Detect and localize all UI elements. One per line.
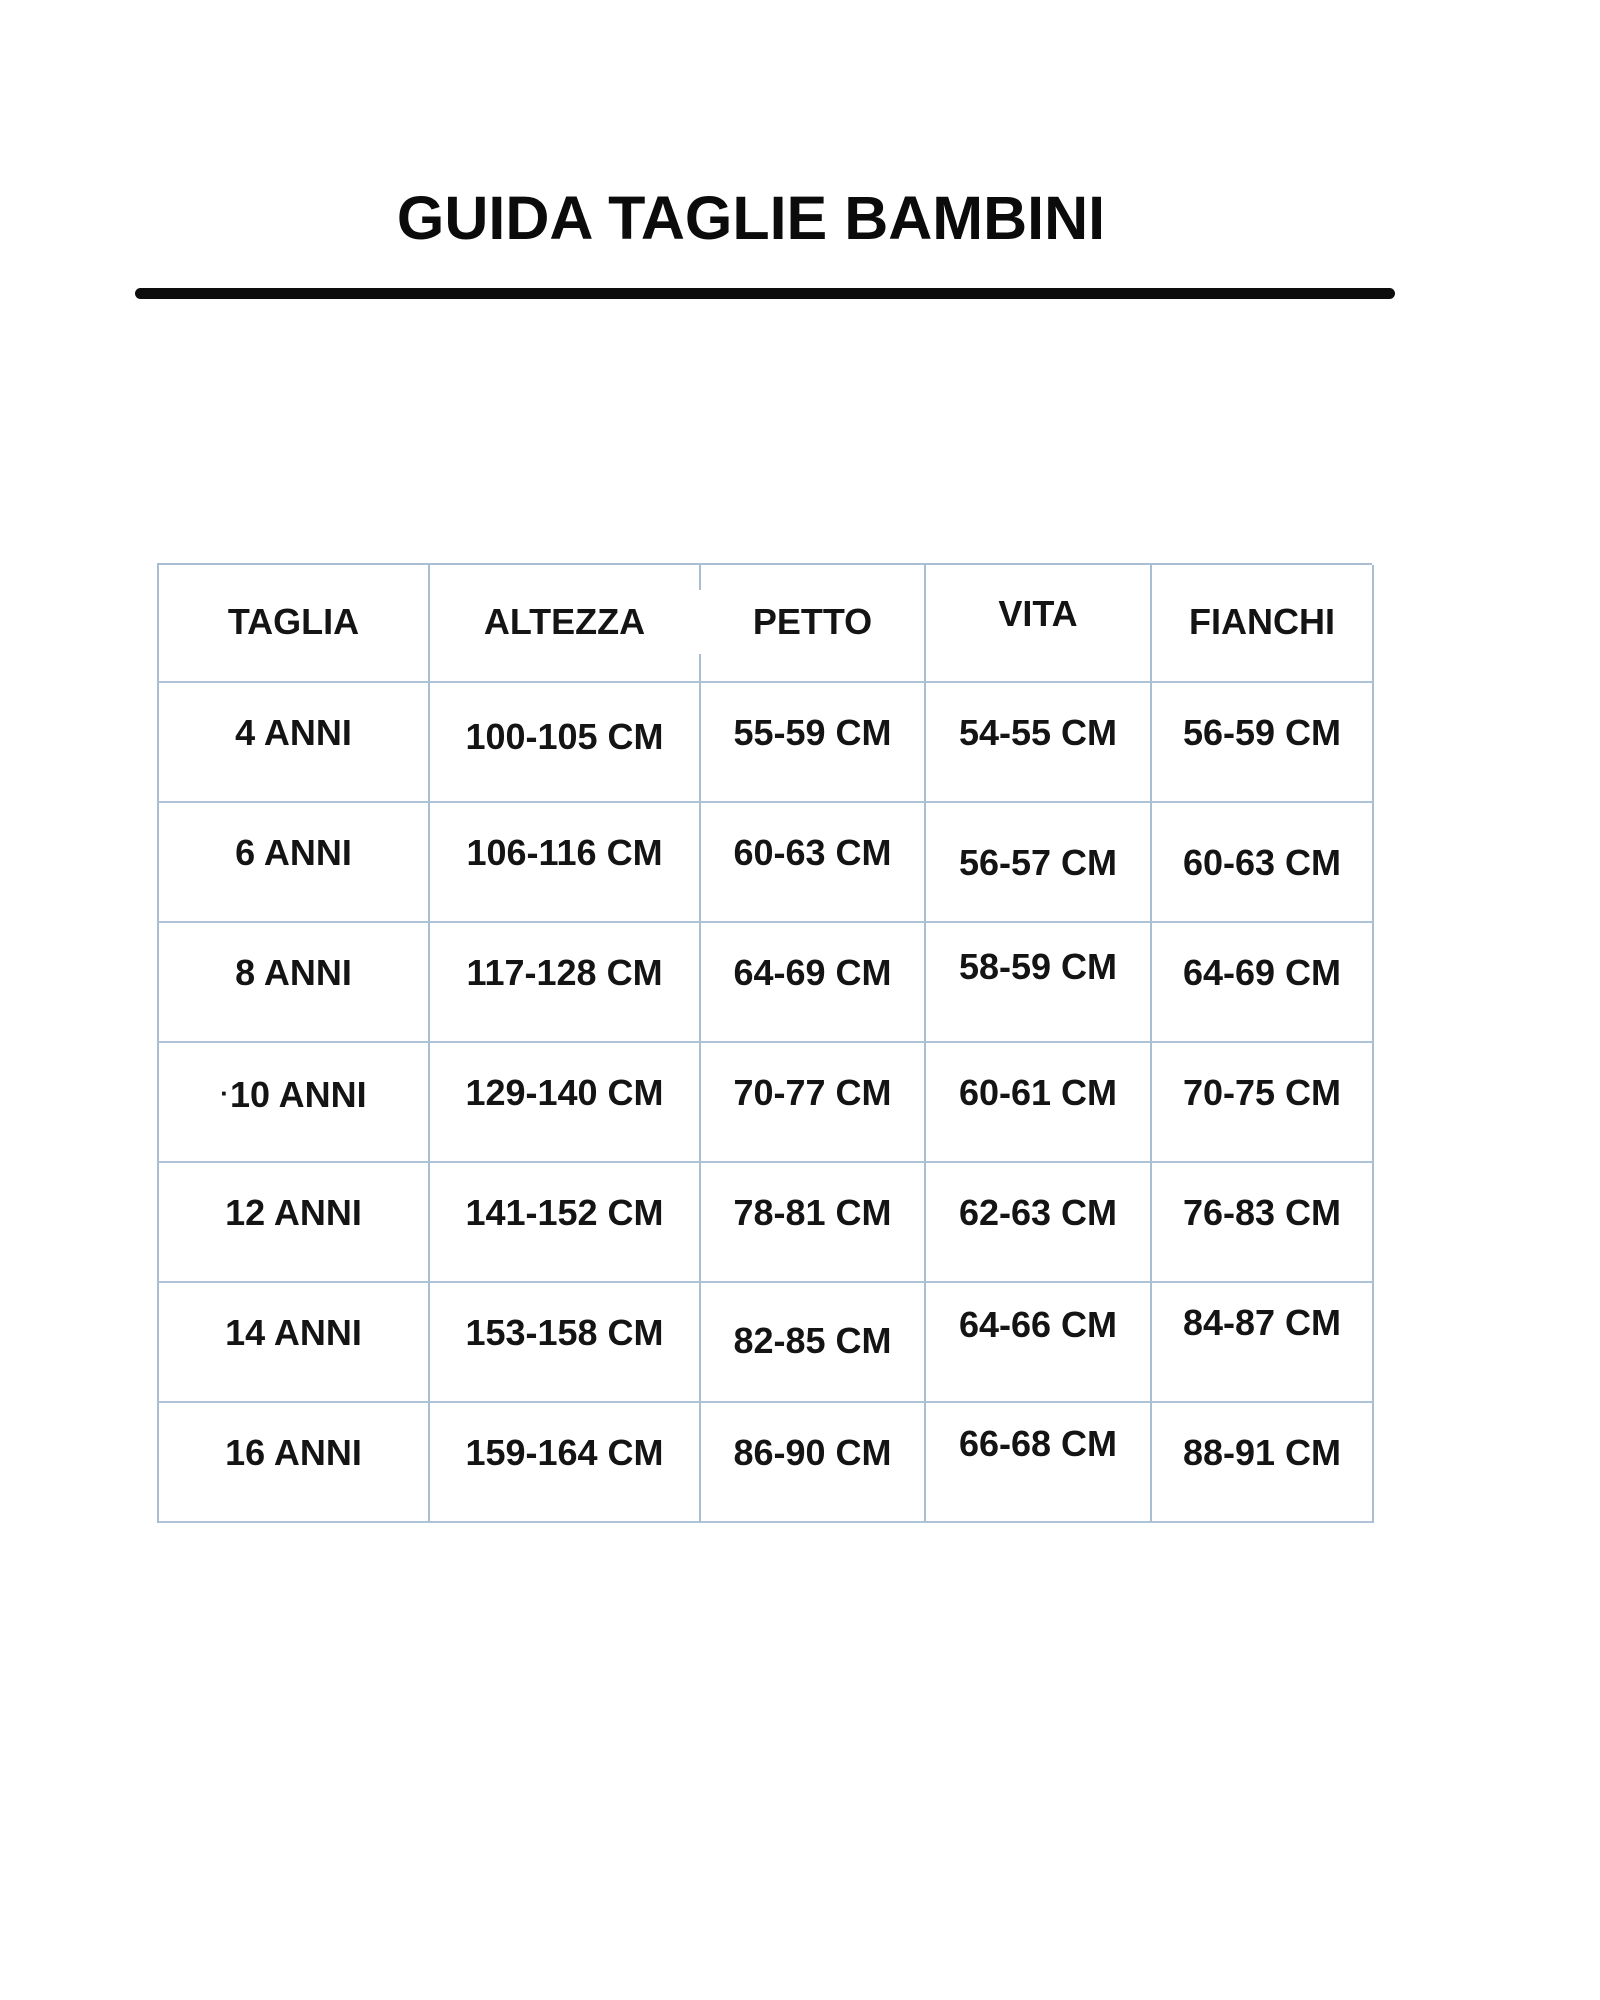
size-cell-fianchi: 88-91 CM (1152, 1403, 1374, 1523)
page-title: GUIDA TAGLIE BAMBINI (396, 184, 1106, 252)
size-cell-vita: 56-57 CM (926, 803, 1152, 923)
size-cell-vita: 66-68 CM (926, 1403, 1152, 1523)
size-cell-taglia (159, 1043, 430, 1163)
size-cell-taglia: 6 ANNI (159, 803, 430, 923)
size-cell-petto: 82-85 CM (701, 1283, 926, 1403)
kids-size-table (157, 563, 1372, 1523)
size-cell-altezza: 153-158 CM (430, 1283, 701, 1403)
size-cell-vita: 62-63 CM (926, 1163, 1152, 1283)
column-header-taglia: TAGLIA (159, 565, 430, 683)
size-cell-fianchi: 64-69 CM (1152, 923, 1374, 1043)
column-header-altezza: ALTEZZA (430, 565, 701, 683)
size-cell-taglia: 12 ANNI (159, 1163, 430, 1283)
size-cell-taglia: 16 ANNI (159, 1403, 430, 1523)
size-cell-petto: 60-63 CM (701, 803, 926, 923)
scan-artifact-border-gap (694, 590, 704, 654)
size-cell-fianchi: 70-75 CM (1152, 1043, 1374, 1163)
size-cell-altezza: 159-164 CM (430, 1403, 701, 1523)
title-underline-rule (135, 288, 1395, 299)
size-cell-fianchi: 84-87 CM (1152, 1283, 1374, 1403)
size-cell-taglia: 4 ANNI (159, 683, 430, 803)
size-cell-vita: 60-61 CM (926, 1043, 1152, 1163)
scan-speck-artifact: · (220, 1078, 229, 1108)
size-cell-petto: 70-77 CM (701, 1043, 926, 1163)
size-cell-taglia: 14 ANNI (159, 1283, 430, 1403)
column-header-petto: PETTO (701, 565, 926, 683)
size-cell-vita: 64-66 CM (926, 1283, 1152, 1403)
size-cell-altezza: 100-105 CM (430, 683, 701, 803)
size-cell-petto: 55-59 CM (701, 683, 926, 803)
size-cell-altezza: 117-128 CM (430, 923, 701, 1043)
size-cell-fianchi: 76-83 CM (1152, 1163, 1374, 1283)
column-header-fianchi: FIANCHI (1152, 565, 1374, 683)
size-cell-fianchi: 60-63 CM (1152, 803, 1374, 923)
size-cell-vita: 58-59 CM (926, 923, 1152, 1043)
size-cell-petto: 78-81 CM (701, 1163, 926, 1283)
size-cell-taglia: 8 ANNI (159, 923, 430, 1043)
size-cell-fianchi: 56-59 CM (1152, 683, 1374, 803)
size-cell-petto: 64-69 CM (701, 923, 926, 1043)
size-cell-petto: 86-90 CM (701, 1403, 926, 1523)
size-cell-taglia-label: 10 ANNI (229, 1074, 367, 1115)
column-header-vita: VITA (926, 565, 1152, 683)
size-cell-altezza: 129-140 CM (430, 1043, 701, 1163)
size-cell-altezza: 106-116 CM (430, 803, 701, 923)
size-cell-vita: 54-55 CM (926, 683, 1152, 803)
size-cell-altezza: 141-152 CM (430, 1163, 701, 1283)
